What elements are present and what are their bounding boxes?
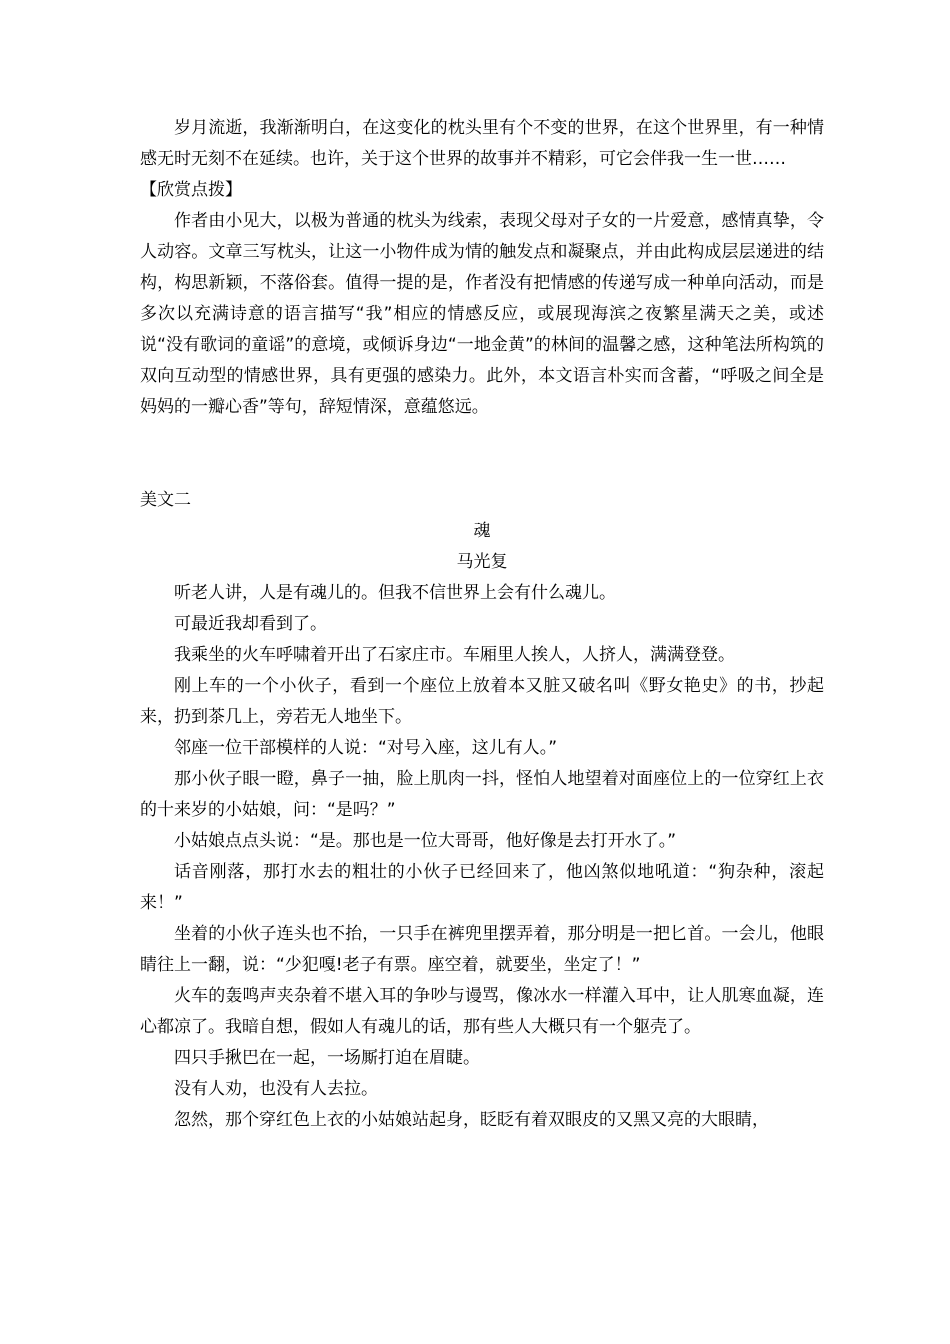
article-author: 马光复 [456,552,508,572]
article-paragraph: 邻座一位干部模样的人说：“对号入座，这儿有人。” [174,738,558,758]
article-paragraph: 刚上车的一个小伙子，看到一个座位上放着本又脏又破名叫《野女艳史》的书，抄起来，扔到茶几上，旁若无人地坐下。 [140,676,824,727]
article-paragraph: 没有人劝，也没有人去拉。 [174,1079,378,1099]
article-paragraph: 坐着的小伙子连头也不抬，一只手在裤兜里摆弄着，那分明是一把匕首。一会儿，他眼睛往上一翻，说：“少犯嘎!老子有票。座空着，就要坐，坐定了！” [140,924,824,975]
appreciation-heading: 【欣赏点拨】 [140,180,242,200]
article-paragraph: 话音刚落，那打水去的粗壮的小伙子已经回来了，他凶煞似地吼道：“狗杂种，滚起来！” [140,862,824,913]
document-body [140,113,824,1136]
article-paragraphs [140,578,824,1136]
article-paragraph: 我乘坐的火车呼啸着开出了石家庄市。车厢里人挨人，人挤人，满满登登。 [174,645,735,665]
article-paragraph: 火车的轰鸣声夹杂着不堪入耳的争吵与谩骂，像冰水一样灌入耳中，让人肌寒血凝，连心都凉了。我暗自想，假如人有魂儿的话，那有些人大概只有一个躯壳了。 [140,986,824,1037]
appreciation-body: 作者由小见大，以极为普通的枕头为线索，表现父母对子女的一片爱意，感情真挚，令人动容。文章三写枕头，让这一小物件成为情的触发点和凝聚点，并由此构成层层递进的结构，构思新颖，不落俗套。值得一提的是，作者没有把情感的传递写成一种单向活动，而是多次以充满诗意的语言描写“我”相应的情感反应，或展现海滨之夜繁星满天之美，或述说“没有歌词的童谣”的意境，或倾诉身边“一地金黄”的林间的温馨之感，这种笔法所构筑的双向互动型的情感世界，具有更强的感染力。此外，本文语言朴实而含蓄，“呼吸之间全是妈妈的一瓣心香”等句，辞短情深，意蕴悠远。 [140,211,824,417]
article-paragraph: 四只手揪巴在一起，一场厮打迫在眉睫。 [174,1048,480,1068]
article-paragraph: 可最近我却看到了。 [174,614,327,634]
article-paragraph: 听老人讲，人是有魂儿的。但我不信世界上会有什么魂儿。 [174,583,616,603]
article-paragraph: 小姑娘点点头说：“是。那也是一位大哥哥，他好像是去打开水了。” [174,831,677,851]
article-paragraph: 那小伙子眼一瞪，鼻子一抽，脸上肌肉一抖，怪怕人地望着对面座位上的一位穿红上衣的十来岁的小姑娘，问：“是吗？” [140,769,824,820]
article-paragraph: 忽然，那个穿红色上衣的小姑娘站起身，眨眨有着双眼皮的又黑又亮的大眼睛， [174,1110,769,1130]
section-label: 美文二 [140,490,191,510]
passage-one-closing-paragraph: 岁月流逝，我渐渐明白，在这变化的枕头里有个不变的世界，在这个世界里，有一种情感无时无刻不在延续。也许，关于这个世界的故事并不精彩，可它会伴我一生一世…… [140,118,824,169]
article-title: 魂 [473,521,491,541]
section-gap [140,423,824,485]
